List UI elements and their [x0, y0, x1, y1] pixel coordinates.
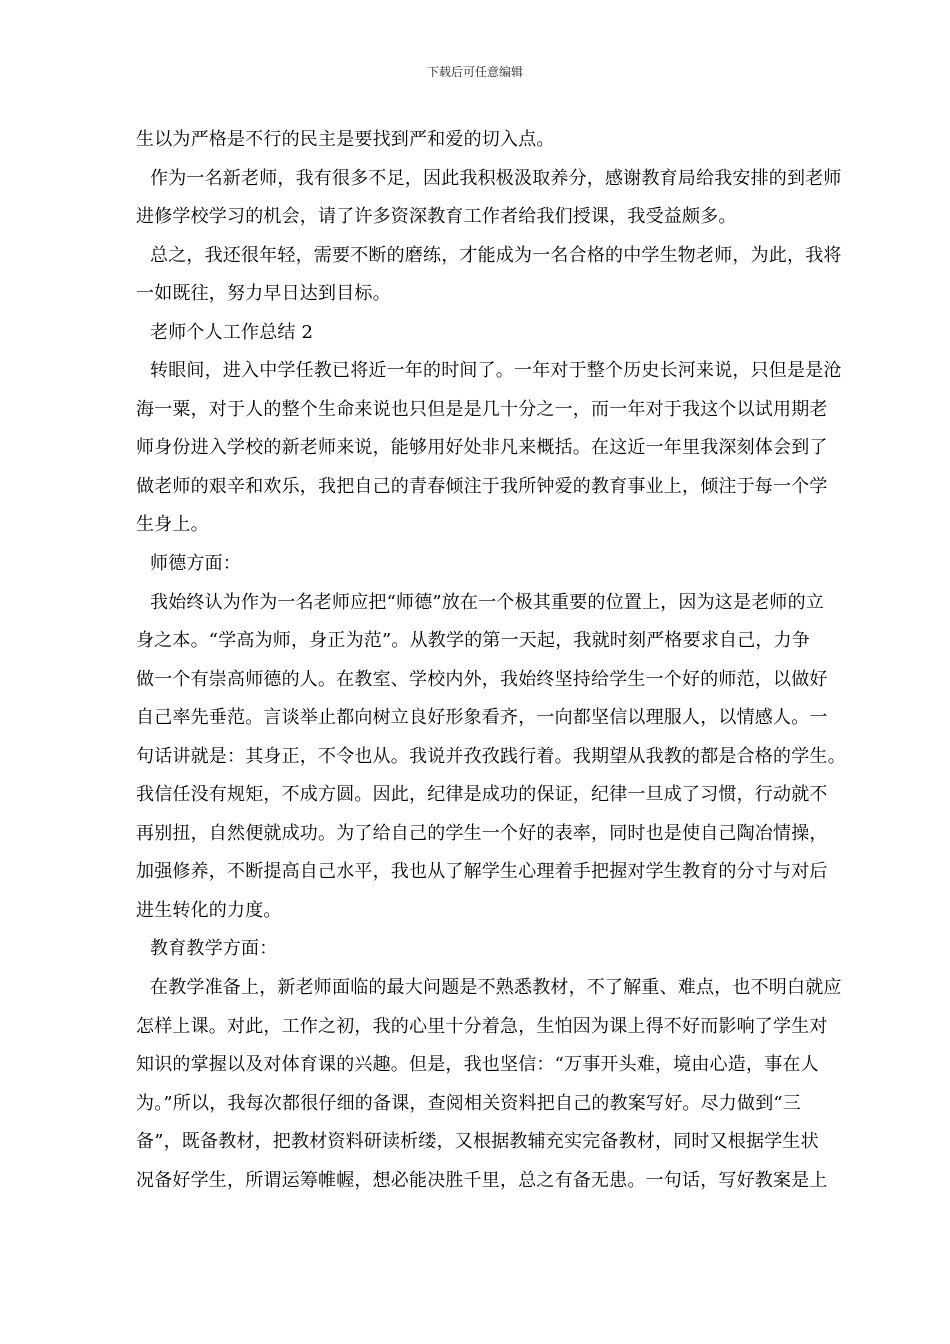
subsection-heading: 师德方面：	[150, 553, 241, 575]
subsection-heading: 教育教学方面：	[150, 938, 278, 960]
text-line: 备”，既备教材，把教材资料研读析缕，又根据教辅充实完备教材，同时又根据学生状	[136, 1131, 819, 1153]
text-line: 句话讲就是：其身正，不令也从。我说并孜孜践行着。我期望从我教的都是合格的学生。	[136, 745, 846, 767]
paragraph-start: 在教学准备上，新老师面临的最大问题是不熟悉教材，不了解重、难点，也不明白就应	[150, 977, 842, 999]
text-line: 怎样上课。对此，工作之初，我的心里十分着急，生怕因为课上得不好而影响了学生对	[136, 1015, 828, 1037]
text-line: 自己率先垂范。言谈举止都向树立良好形象看齐，一向都坚信以理服人，以情感人。一	[136, 707, 828, 729]
document-body	[136, 121, 886, 1200]
text-line: 海一粟，对于人的整个生命来说也只但是是几十分之一，而一年对于我这个以试用期老	[136, 398, 828, 420]
text-line: 况备好学生，所谓运筹帷幄，想必能决胜千里，总之有备无患。一句话，写好教案是上	[136, 1169, 828, 1191]
paragraph-start: 我始终认为作为一名老师应把“师德”放在一个极其重要的位置上，因为这是老师的立	[150, 591, 825, 613]
text-line: 我信任没有规矩，不成方圆。因此，纪律是成功的保证，纪律一旦成了习惯，行动就不	[136, 784, 828, 806]
text-line: 生身上。	[136, 514, 209, 536]
text-line: 做一个有崇高师德的人。在教室、学校内外，我始终坚持给学生一个好的师范，以做好	[136, 668, 828, 690]
text-line: 加强修养，不断提高自己水平，我也从了解学生心理着手把握对学生教育的分寸与对后	[136, 861, 828, 883]
text-line: 进修学校学习的机会，请了许多资深教育工作者给我们授课，我受益颇多。	[136, 206, 737, 228]
text-line: 为。”所以，我每次都很仔细的备课，查阅相关资料把自己的教案写好。尽力做到“三	[136, 1092, 802, 1114]
paragraph-start: 作为一名新老师，我有很多不足，因此我积极汲取养分，感谢教育局给我安排的到老师	[150, 167, 842, 189]
paragraph-start: 总之，我还很年轻，需要不断的磨练，才能成为一名合格的中学生物老师，为此，我将	[150, 244, 842, 266]
text-line: 师身份进入学校的新老师来说，能够用好处非凡来概括。在这近一年里我深刻体会到了	[136, 437, 828, 459]
text-line: 做老师的艰辛和欢乐，我把自己的青春倾注于我所钟爱的教育事业上，倾注于每一个学	[136, 475, 828, 497]
text-line: 知识的掌握以及对体育课的兴趣。但是，我也坚信：“万事开头难，境由心造，事在人	[136, 1054, 819, 1076]
page-header: 下载后可任意编辑	[426, 65, 523, 79]
paragraph-start: 转眼间，进入中学任教已将近一年的时间了。一年对于整个历史长河来说，只但是是沧	[150, 360, 842, 382]
text-line: 一如既往，努力早日达到目标。	[136, 283, 391, 305]
text-line: 身之本。“学高为师，身正为范”。从教学的第一天起，我就时刻严格要求自己，力争	[136, 630, 811, 652]
text-line: 进生转化的力度。	[136, 899, 282, 921]
text-line: 生以为严格是不行的民主是要找到严和爱的切入点。	[136, 129, 555, 150]
text-line: 再别扭，自然便就成功。为了给自己的学生一个好的表率，同时也是使自己陶冶情操，	[136, 822, 828, 844]
section-title: 老师个人工作总结 2	[150, 321, 314, 343]
